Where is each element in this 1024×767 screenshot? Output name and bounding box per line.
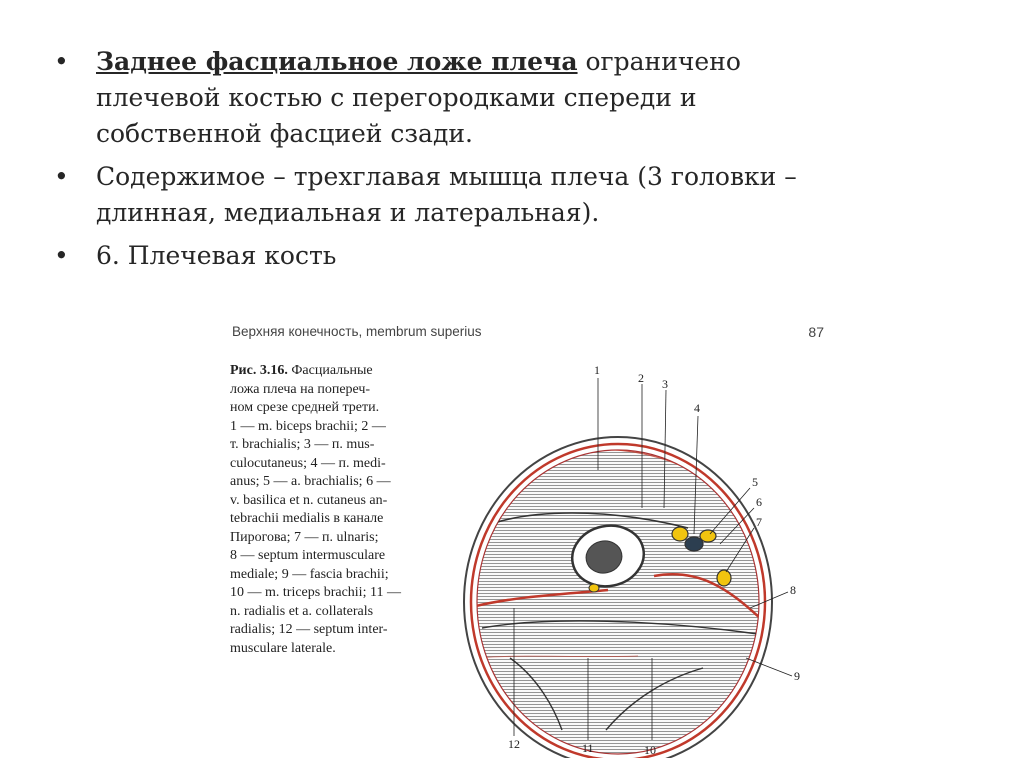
muscle-hatching	[477, 450, 759, 754]
figure-label-12: 12	[508, 737, 520, 751]
caption-line: musculare laterale.	[230, 640, 336, 656]
figure-label-3: 3	[662, 377, 668, 391]
bullet-dot: •	[54, 162, 69, 191]
bullet-1-text: ограничено	[577, 47, 741, 76]
bullet-2-line-2: длинная, медиальная и латеральная).	[96, 198, 600, 227]
caption-line: т. brachialis; 3 — п. mus-	[230, 437, 375, 452]
figure-caption	[230, 362, 450, 658]
bullet-1-line-3: собственной фасцией сзади.	[96, 119, 473, 148]
figure-label-1: 1	[594, 363, 600, 377]
bullet-1-line-2: плечевой костью с перегородками спереди и	[96, 83, 697, 112]
bullet-dot: •	[54, 241, 69, 270]
caption-line: ложа плеча на попереч-	[230, 381, 371, 397]
caption-lead: Рис. 3.16.	[230, 363, 288, 378]
arm-cross-section-diagram	[458, 358, 828, 758]
caption-line: anus; 5 — a. brachialis; 6 —	[230, 474, 391, 489]
figure-label-7: 7	[756, 515, 762, 529]
anatomy-figure	[222, 318, 832, 758]
caption-line: ном срезе средней трети.	[230, 400, 380, 415]
bullet-item-1	[52, 44, 952, 152]
caption-line: 10 — m. triceps brachii; 11 —	[230, 585, 401, 600]
figure-label-5: 5	[752, 475, 758, 489]
brachial-artery	[672, 527, 688, 541]
slide-bullet-list	[52, 44, 952, 281]
figure-label-11: 11	[582, 741, 594, 755]
caption-line: 1 — m. biceps brachii; 2 —	[230, 418, 386, 434]
figure-label-6: 6	[756, 495, 762, 509]
bullet-3-text: 6. Плечевая кость	[96, 241, 337, 270]
basilic-vein	[700, 530, 716, 542]
bullet-1-heading: Заднее фасциальное ложе плеча	[96, 47, 578, 76]
caption-line: mediale; 9 — fascia brachii;	[230, 566, 389, 582]
ulnar-nerve	[717, 570, 731, 586]
figure-label-10: 10	[644, 743, 656, 757]
caption-line: n. radialis et a. collaterals	[230, 603, 374, 619]
figure-label-2: 2	[638, 371, 644, 385]
bullet-2-text: Содержимое – трехглавая мышца плеча (3 головки –	[96, 162, 797, 191]
figure-page-number: 87	[808, 324, 824, 340]
figure-running-header: Верхняя конечность, membrum superius	[232, 324, 482, 339]
caption-line: Пирогова; 7 — п. ulnaris;	[230, 529, 379, 545]
caption-line: 8 — septum intermusculare	[230, 548, 386, 563]
caption-line: Фасциальные	[287, 363, 373, 378]
bullet-item-3	[52, 238, 952, 274]
figure-label-9: 9	[794, 669, 800, 683]
caption-line: v. basilica et n. cutaneus an-	[230, 492, 388, 508]
bullet-dot: •	[54, 47, 69, 76]
bullet-item-2	[52, 159, 952, 231]
musculocutaneous-nerve	[589, 584, 599, 592]
caption-line: tebrachii medialis в канале	[230, 511, 384, 526]
caption-line: culocutaneus; 4 — п. medi-	[230, 455, 386, 471]
caption-line: radialis; 12 — septum inter-	[230, 622, 388, 637]
figure-label-4: 4	[694, 401, 700, 415]
figure-label-8: 8	[790, 583, 796, 597]
median-nerve	[685, 537, 703, 551]
